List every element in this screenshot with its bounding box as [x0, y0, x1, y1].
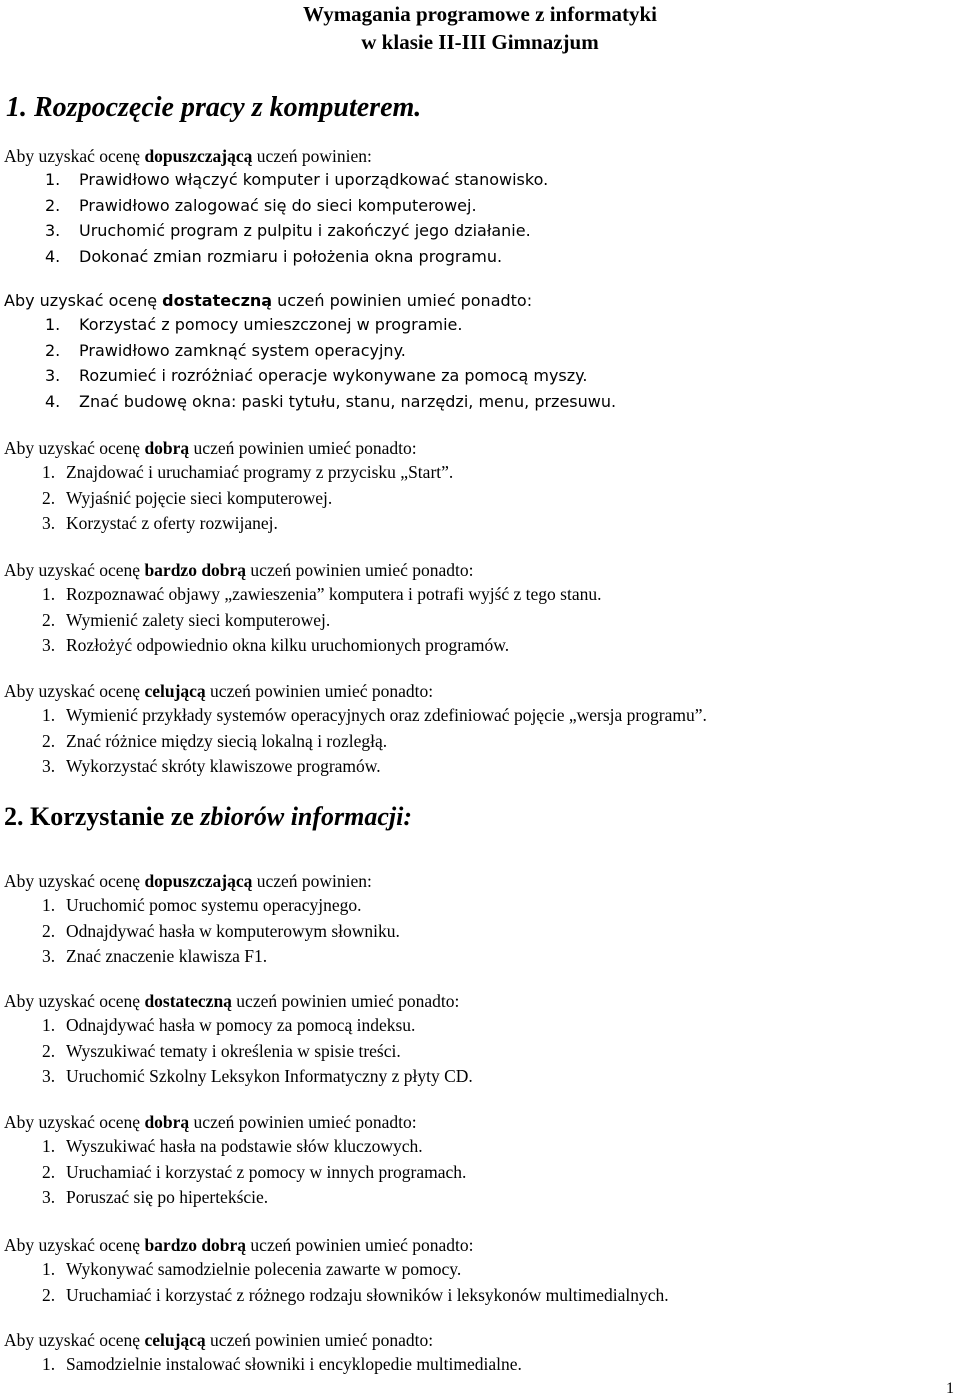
- item-text: Rozumieć i rozróżniać operacje wykonywane za pomocą myszy.: [79, 366, 588, 385]
- item-number: 1.: [45, 170, 61, 189]
- item-number: 4.: [45, 391, 61, 411]
- item-text: Wykonywać samodzielnie polecenia zawarte w pomocy.: [66, 1259, 462, 1279]
- item-number: 2.: [42, 487, 56, 508]
- grade-name: dostateczną: [162, 291, 273, 310]
- grade-requirement-intro: [4, 990, 459, 1012]
- item-number: 1.: [42, 895, 56, 915]
- item-number: 4.: [45, 246, 61, 266]
- requirement-item: [42, 609, 330, 631]
- item-number: 3.: [45, 366, 61, 385]
- item-number: 3.: [45, 221, 61, 240]
- item-number: 3.: [42, 1187, 56, 1207]
- intro-suffix: uczeń powinien umieć ponadto:: [272, 291, 533, 310]
- item-text: Wyjaśnić pojęcie sieci komputerowej.: [66, 487, 333, 508]
- requirement-item: [42, 1258, 461, 1280]
- grade-name: dobrą: [144, 1112, 190, 1132]
- page-number: 1: [946, 1380, 954, 1397]
- requirement-item: [42, 1065, 473, 1087]
- requirement-item: [42, 894, 361, 916]
- item-text: Samodzielnie instalować słowniki i encyklopedie multimedialne.: [66, 1354, 522, 1374]
- grade-requirement-intro: [4, 559, 473, 581]
- grade-name: dobrą: [144, 438, 190, 458]
- requirement-item: [45, 195, 477, 217]
- item-number: 2.: [45, 195, 61, 215]
- requirement-item: [42, 920, 400, 942]
- item-text: Znać różnice między siecią lokalną i rozległą.: [66, 730, 388, 751]
- requirement-item: [45, 365, 587, 387]
- item-text: Rozłożyć odpowiednio okna kilku uruchomionych programów.: [66, 635, 510, 655]
- item-number: 3.: [42, 1066, 56, 1086]
- grade-requirement-intro: [4, 1329, 433, 1351]
- requirement-item: [42, 1284, 669, 1306]
- intro-prefix: Aby uzyskać ocenę: [4, 1235, 145, 1255]
- item-number: 3.: [42, 635, 56, 655]
- intro-prefix: Aby uzyskać ocenę: [4, 560, 145, 580]
- requirement-item: [42, 1040, 401, 1062]
- grade-name: dopuszczającą: [144, 871, 253, 891]
- intro-suffix: uczeń powinien:: [252, 146, 372, 166]
- item-text: Odnajdywać hasła w pomocy za pomocą indeksu.: [66, 1015, 416, 1035]
- requirement-item: [42, 1186, 268, 1208]
- section2-heading: [4, 800, 412, 834]
- intro-suffix: uczeń powinien umieć ponadto:: [246, 560, 474, 580]
- item-number: 2.: [42, 1161, 56, 1182]
- intro-suffix: uczeń powinien:: [252, 871, 372, 891]
- requirement-item: [42, 1135, 423, 1157]
- item-text: Znać znaczenie klawisza F1.: [66, 946, 268, 966]
- item-text: Znajdować i uruchamiać programy z przycisku „Start”.: [66, 462, 454, 482]
- grade-name: celującą: [144, 1330, 206, 1350]
- item-number: 2.: [42, 609, 56, 630]
- item-number: 3.: [42, 946, 56, 966]
- intro-prefix: Aby uzyskać ocenę: [4, 871, 145, 891]
- intro-prefix: Aby uzyskać ocenę: [4, 1330, 145, 1350]
- requirement-item: [45, 391, 616, 413]
- grade-name: dopuszczającą: [144, 146, 253, 166]
- item-text: Korzystać z oferty rozwijanej.: [66, 513, 278, 533]
- item-text: Znać budowę okna: paski tytułu, stanu, narzędzi, menu, przesuwu.: [79, 391, 617, 411]
- intro-suffix: uczeń powinien umieć ponadto:: [205, 681, 434, 701]
- requirement-item: [42, 945, 267, 967]
- intro-prefix: Aby uzyskać ocenę: [4, 681, 145, 701]
- item-text: Korzystać z pomocy umieszczonej w programie.: [79, 315, 463, 334]
- requirement-item: [45, 314, 462, 336]
- item-number: 2.: [42, 730, 56, 751]
- grade-name: bardzo dobrą: [144, 1235, 247, 1255]
- grade-name: dostateczną: [144, 991, 232, 1011]
- item-number: 3.: [42, 513, 56, 533]
- requirement-item: [42, 634, 509, 656]
- grade-requirement-intro: [4, 1234, 473, 1256]
- requirement-item: [42, 704, 707, 726]
- section2-heading-italic: zbiorów informacji:: [200, 802, 413, 831]
- requirement-item: [42, 1161, 466, 1183]
- intro-prefix: Aby uzyskać ocenę: [4, 1112, 145, 1132]
- requirement-item: [45, 220, 531, 242]
- requirement-item: [42, 512, 278, 534]
- item-text: Wyszukiwać tematy i określenia w spisie treści.: [66, 1040, 401, 1061]
- grade-requirement-intro: [4, 680, 433, 702]
- item-text: Wymienić przykłady systemów operacyjnych oraz zdefiniować pojęcie „wersja programu”.: [66, 705, 707, 725]
- item-number: 1.: [42, 462, 56, 482]
- intro-suffix: uczeń powinien umieć ponadto:: [189, 438, 417, 458]
- intro-prefix: Aby uzyskać ocenę: [4, 146, 145, 166]
- item-text: Prawidłowo zalogować się do sieci komputerowej.: [79, 195, 477, 215]
- item-text: Wykorzystać skróty klawiszowe programów.: [66, 756, 381, 776]
- item-text: Wymienić zalety sieci komputerowej.: [66, 609, 331, 630]
- grade-name: celującą: [144, 681, 206, 701]
- item-number: 1.: [42, 1259, 56, 1279]
- item-text: Dokonać zmian rozmiaru i położenia okna programu.: [79, 246, 503, 266]
- requirement-item: [42, 461, 453, 483]
- grade-requirement-intro: [4, 870, 372, 892]
- intro-suffix: uczeń powinien umieć ponadto:: [189, 1112, 417, 1132]
- section2-heading-plain: 2. Korzystanie ze: [4, 802, 201, 831]
- item-text: Poruszać się po hipertekście.: [66, 1187, 269, 1207]
- grade-requirement-intro: [4, 145, 372, 167]
- item-text: Uruchomić program z pulpitu i zakończyć jego działanie.: [79, 221, 531, 240]
- item-text: Rozpoznawać objawy „zawieszenia” komputera i potrafi wyjść z tego stanu.: [66, 584, 602, 604]
- grade-requirement-intro: [4, 1111, 417, 1133]
- requirement-item: [42, 487, 332, 509]
- item-text: Prawidłowo zamknąć system operacyjny.: [79, 340, 406, 360]
- item-number: 1.: [45, 315, 61, 334]
- item-text: Wyszukiwać hasła na podstawie słów kluczowych.: [66, 1136, 423, 1156]
- item-number: 3.: [42, 756, 56, 776]
- requirement-item: [45, 246, 502, 268]
- requirement-item: [42, 1353, 522, 1375]
- requirement-item: [42, 583, 602, 605]
- intro-suffix: uczeń powinien umieć ponadto:: [246, 1235, 474, 1255]
- item-number: 1.: [42, 584, 56, 604]
- grade-requirement-intro: [4, 437, 417, 459]
- item-number: 2.: [42, 1284, 56, 1305]
- requirement-item: [42, 730, 387, 752]
- item-text: Uruchomić Szkolny Leksykon Informatyczny z płyty CD.: [66, 1066, 473, 1086]
- intro-suffix: uczeń powinien umieć ponadto:: [231, 991, 460, 1011]
- intro-suffix: uczeń powinien umieć ponadto:: [205, 1330, 434, 1350]
- section1-heading: 1. Rozpoczęcie pracy z komputerem.: [6, 92, 422, 123]
- item-number: 1.: [42, 1136, 56, 1156]
- requirement-item: [45, 169, 548, 191]
- item-number: 2.: [42, 1040, 56, 1061]
- intro-prefix: Aby uzyskać ocenę: [4, 291, 163, 310]
- item-text: Odnajdywać hasła w komputerowym słowniku.: [66, 920, 400, 941]
- item-text: Uruchamiać i korzystać z różnego rodzaju słowników i leksykonów multimedialnych.: [66, 1284, 669, 1305]
- grade-requirement-intro: [4, 290, 532, 312]
- document-title-line1: Wymagania programowe z informatyki: [302, 2, 658, 26]
- document-title-line2: w klasie II-III Gimnazjum: [361, 30, 599, 54]
- requirement-item: [42, 755, 381, 777]
- item-text: Uruchamiać i korzystać z pomocy w innych programach.: [66, 1161, 467, 1182]
- intro-prefix: Aby uzyskać ocenę: [4, 438, 145, 458]
- requirement-item: [42, 1014, 415, 1036]
- item-text: Prawidłowo włączyć komputer i uporządkować stanowisko.: [79, 170, 549, 189]
- intro-prefix: Aby uzyskać ocenę: [4, 991, 145, 1011]
- item-number: 2.: [45, 340, 61, 360]
- item-number: 1.: [42, 705, 56, 725]
- item-number: 1.: [42, 1354, 56, 1374]
- item-text: Uruchomić pomoc systemu operacyjnego.: [66, 895, 362, 915]
- item-number: 2.: [42, 920, 56, 941]
- grade-name: bardzo dobrą: [144, 560, 247, 580]
- item-number: 1.: [42, 1015, 56, 1035]
- requirement-item: [45, 340, 406, 362]
